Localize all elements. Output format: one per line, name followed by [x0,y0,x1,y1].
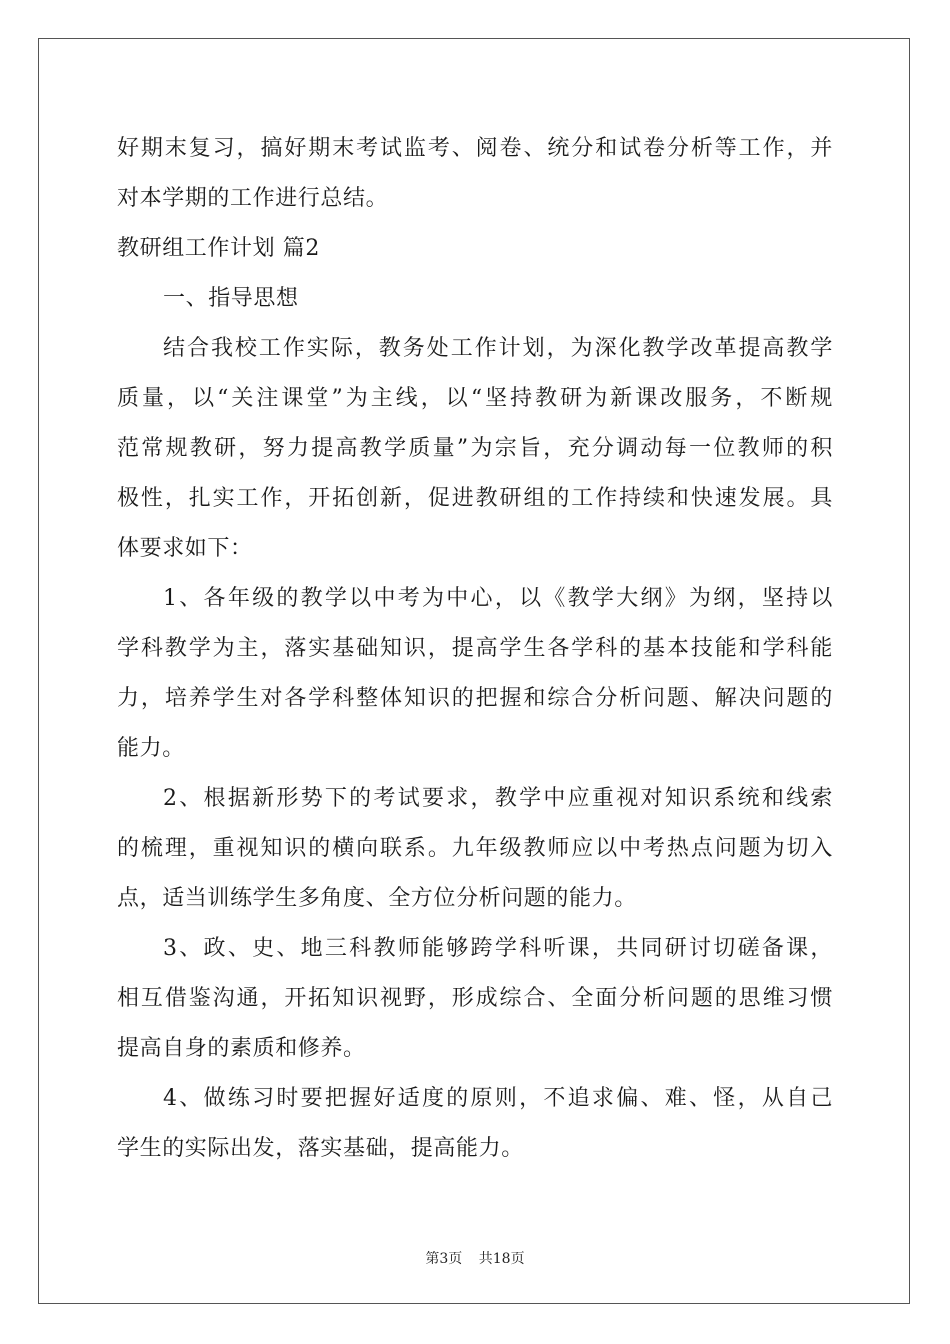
section-heading: 教研组工作计划 篇2 [117,236,320,261]
subsection-heading: 一、指导思想 [163,286,299,311]
text-line: 的梳理，重视知识的横向联系。九年级教师应以中考热点问题为切入 [117,836,833,861]
text-line: 结合我校工作实际，教务处工作计划，为深化教学改革提高教学 [163,336,833,361]
text-line: 2、根据新形势下的考试要求，教学中应重视对知识系统和线索 [163,786,833,811]
text-line: 极性，扎实工作，开拓创新，促进教研组的工作持续和快速发展。具 [117,486,833,511]
text-line: 相互借鉴沟通，开拓知识视野，形成综合、全面分析问题的思维习惯 [117,986,833,1011]
text-line: 能力。 [117,736,185,761]
text-line: 学科教学为主，落实基础知识，提高学生各学科的基本技能和学科能 [117,636,833,661]
page-footer [0,1248,950,1268]
text-line: 对本学期的工作进行总结。 [117,186,389,211]
page-number: 第3页 [425,1251,463,1267]
text-line: 质量，以“关注课堂”为主线，以“坚持教研为新课改服务，不断规 [117,386,833,411]
text-line: 3、政、史、地三科教师能够跨学科听课，共同研讨切磋备课， [163,936,833,961]
text-line: 学生的实际出发，落实基础，提高能力。 [117,1136,524,1161]
text-line: 提高自身的素质和修养。 [117,1036,366,1061]
text-line: 好期末复习，搞好期末考试监考、阅卷、统分和试卷分析等工作，并 [117,136,833,161]
page-total: 共18页 [478,1251,525,1267]
text-line: 点，适当训练学生多角度、全方位分析问题的能力。 [117,886,637,911]
text-line: 4、做练习时要把握好适度的原则，不追求偏、难、怪，从自己 [163,1086,833,1111]
text-line: 力，培养学生对各学科整体知识的把握和综合分析问题、解决问题的 [117,686,833,711]
text-line: 范常规教研，努力提高教学质量”为宗旨，充分调动每一位教师的积 [117,436,833,461]
document-body [117,124,833,1174]
text-line: 体要求如下： [117,536,253,561]
text-line: 1、各年级的教学以中考为中心，以《教学大纲》为纲，坚持以 [163,586,833,611]
